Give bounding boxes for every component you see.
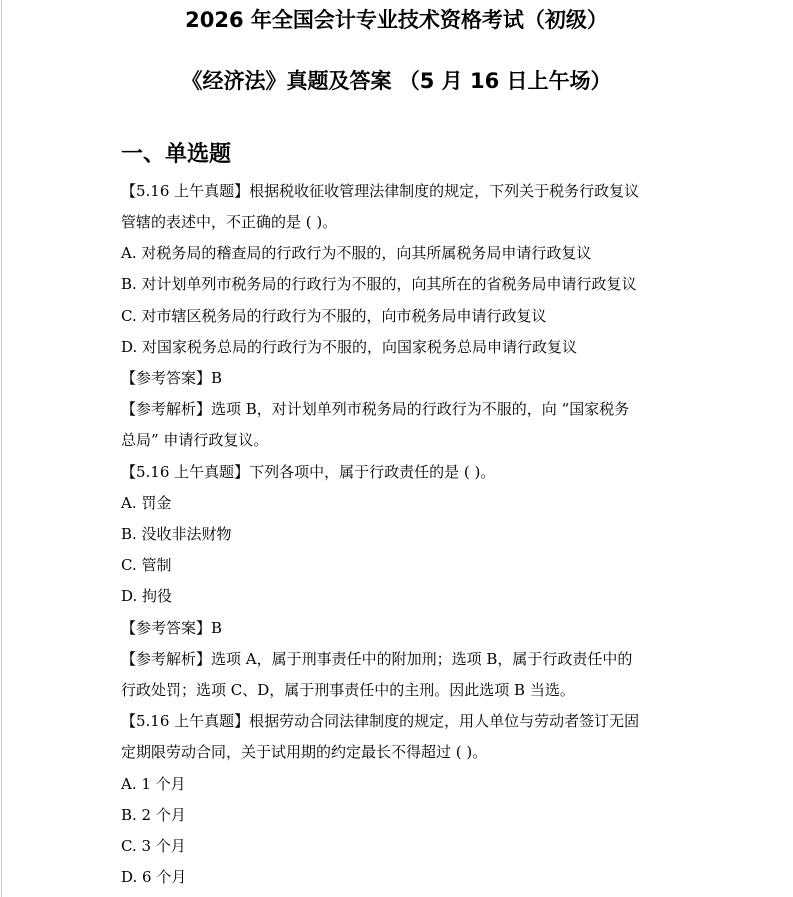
document-title-line-2: 《经济法》真题及答案 （5 月 16 日上午场） — [181, 69, 612, 93]
question-2-answer: 【参考答案】B — [121, 619, 223, 637]
question-3-option-b: B. 2 个月 — [121, 806, 186, 824]
question-1-stem-line-2: 管辖的表述中，不正确的是 ( )。 — [121, 213, 338, 231]
question-2-option-d: D. 拘役 — [121, 587, 173, 605]
document-title-line-1: 2026 年全国会计专业技术资格考试（初级） — [185, 8, 608, 32]
question-2-stem-line-1: 【5.16 上午真题】下列各项中，属于行政责任的是 ( )。 — [121, 463, 496, 481]
question-3-option-a: A. 1 个月 — [121, 775, 186, 793]
question-1-option-c: C. 对市辖区税务局的行政行为不服的，向市税务局申请行政复议 — [121, 307, 547, 325]
question-3-stem-line-2: 定期限劳动合同，关于试用期的约定最长不得超过 ( )。 — [121, 743, 488, 761]
question-1-stem-line-1: 【5.16 上午真题】根据税收征收管理法律制度的规定，下列关于税务行政复议 — [121, 182, 640, 200]
question-1-analysis-line-2: 总局” 申请行政复议。 — [121, 431, 269, 449]
question-3-option-c: C. 3 个月 — [121, 837, 186, 855]
question-1-option-a: A. 对税务局的稽查局的行政行为不服的，向其所属税务局申请行政复议 — [121, 244, 592, 262]
question-1-answer: 【参考答案】B — [121, 369, 223, 387]
question-3-option-d: D. 6 个月 — [121, 868, 187, 886]
question-2-option-a: A. 罚金 — [121, 494, 172, 512]
section-heading: 一、单选题 — [121, 142, 232, 167]
question-2-option-b: B. 没收非法财物 — [121, 525, 232, 543]
page-left-border — [1, 0, 2, 897]
question-3-stem-line-1: 【5.16 上午真题】根据劳动合同法律制度的规定，用人单位与劳动者签订无固 — [121, 712, 640, 730]
question-1-analysis-line-1: 【参考解析】选项 B，对计划单列市税务局的行政行为不服的，向 “国家税务 — [121, 400, 630, 418]
question-2-analysis-line-2: 行政处罚；选项 C、D，属于刑事责任中的主刑。因此选项 B 当选。 — [121, 681, 575, 699]
question-2-analysis-line-1: 【参考解析】选项 A，属于刑事责任中的附加刑；选项 B，属于行政责任中的 — [121, 650, 633, 668]
question-1-option-d: D. 对国家税务总局的行政行为不服的，向国家税务总局申请行政复议 — [121, 338, 578, 356]
question-1-option-b: B. 对计划单列市税务局的行政行为不服的，向其所在的省税务局申请行政复议 — [121, 275, 637, 293]
question-2-option-c: C. 管制 — [121, 556, 172, 574]
